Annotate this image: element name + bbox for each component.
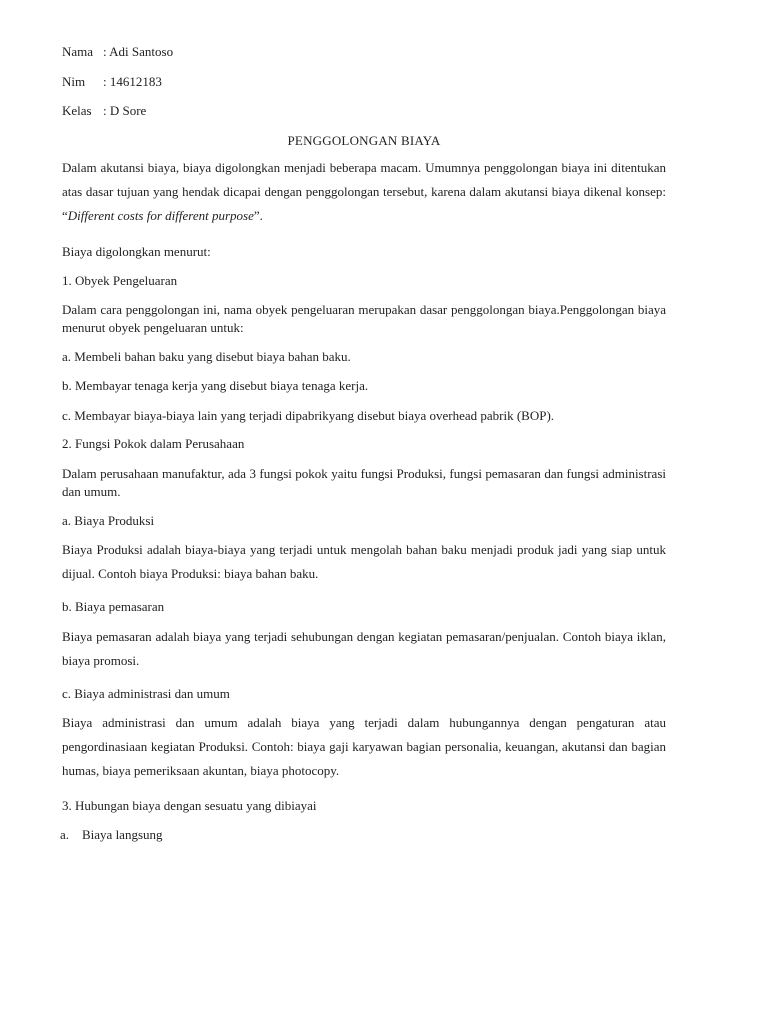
- nama-value: : Adi Santoso: [103, 44, 174, 59]
- section1-item-a: a. Membeli bahan baku yang disebut biaya bahan baku.: [62, 349, 351, 364]
- section1-item-b: b. Membayar tenaga kerja yang disebut biaya tenaga kerja.: [62, 378, 369, 393]
- section3-item-a-marker: a.: [60, 827, 70, 842]
- intro-text-after: ”.: [253, 208, 263, 223]
- intro-text-italic: Different costs for different purpose: [67, 208, 254, 223]
- identity-nama: [62, 44, 173, 60]
- identity-kelas: [62, 103, 146, 119]
- section1-paragraph: Dalam cara penggolongan ini, nama obyek pengeluaran merupakan dasar penggolongan biaya.Penggolongan biaya menurut obyek pengeluaran untuk:: [62, 302, 666, 335]
- kelas-label: Kelas: [62, 103, 92, 118]
- section2-paragraph: Dalam perusahaan manufaktur, ada 3 fungsi pokok yaitu fungsi Produksi, fungsi pemasaran dan fungsi administrasi dan umum.: [62, 466, 666, 499]
- section2-sub-b-heading: b. Biaya pemasaran: [62, 599, 165, 614]
- nama-label: Nama: [62, 44, 94, 59]
- section2-sub-c-text: Biaya administrasi dan umum adalah biaya yang terjadi dalam hubungannya dengan pengaturan atau pengordinasiaan kegiatan Produksi. Contoh: biaya gaji karyawan bagian personalia, keuangan, akutansi dan bagian humas, biaya pemeriksaan akuntan, biaya photocopy.: [62, 715, 666, 778]
- section1-item-c: c. Membayar biaya-biaya lain yang terjadi dipabrikyang disebut biaya overhead pabrik (BOP).: [62, 408, 555, 423]
- intro-paragraph: [62, 156, 666, 228]
- nim-value: : 14612183: [103, 74, 162, 89]
- intro-text-before: Dalam akutansi biaya, biaya digolongkan menjadi beberapa macam. Umumnya penggolongan biaya ini ditentukan atas dasar tujuan yang hendak dicapai dengan penggolongan tersebut, karena dalam akutansi biaya dikenal konsep: “: [62, 160, 666, 223]
- section3-item-a-text: Biaya langsung: [82, 827, 163, 842]
- section2-sub-a-text: Biaya Produksi adalah biaya-biaya yang terjadi untuk mengolah bahan baku menjadi produk jadi yang siap untuk dijual. Contoh biaya Produksi: biaya bahan baku.: [62, 542, 666, 581]
- section3-heading: 3. Hubungan biaya dengan sesuatu yang dibiayai: [62, 798, 317, 813]
- section2-sub-c-heading: c. Biaya administrasi dan umum: [62, 686, 230, 701]
- section2-sub-a-heading: a. Biaya Produksi: [62, 513, 155, 528]
- kelas-value: : D Sore: [103, 103, 147, 118]
- page-title: PENGGOLONGAN BIAYA: [287, 133, 441, 148]
- nim-label: Nim: [62, 74, 86, 89]
- classified-by: Biaya digolongkan menurut:: [62, 244, 211, 259]
- section2-sub-b-text: Biaya pemasaran adalah biaya yang terjadi sehubungan dengan kegiatan pemasaran/penjualan. Contoh biaya iklan, biaya promosi.: [62, 629, 666, 668]
- section2-heading: 2. Fungsi Pokok dalam Perusahaan: [62, 436, 245, 451]
- identity-nim: [62, 74, 162, 90]
- section1-heading: 1. Obyek Pengeluaran: [62, 273, 178, 288]
